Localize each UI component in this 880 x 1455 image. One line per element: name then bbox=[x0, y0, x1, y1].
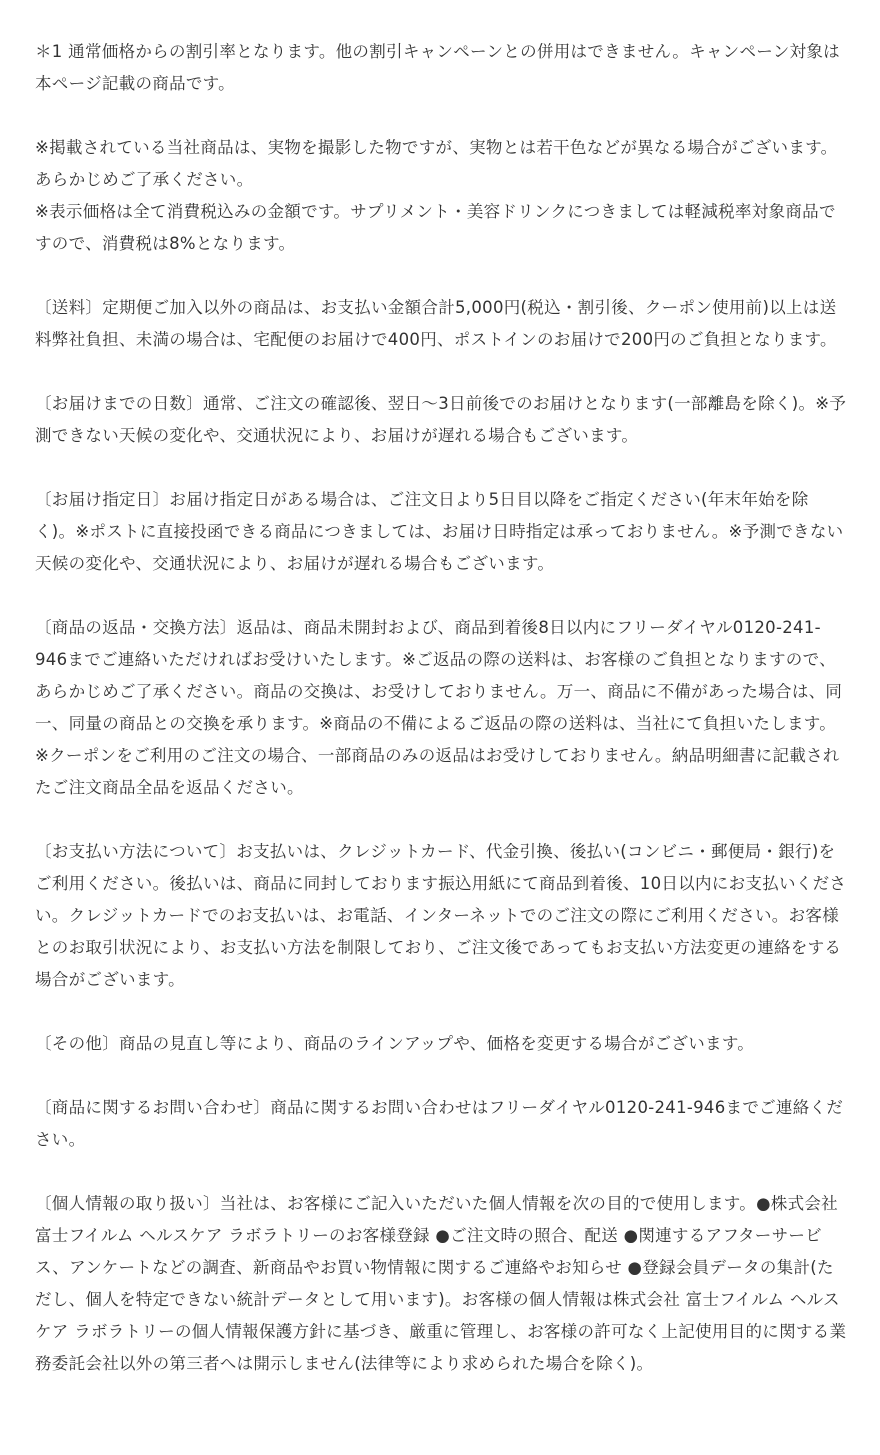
privacy-notice: 〔個人情報の取り扱い〕当社は、お客様にご記入いただいた個人情報を次の目的で使用します。●株式会社 富士フイルム ヘルスケア ラボラトリーのお客様登録 ●ご注文時の照合、配送 ●関連するアフターサービス、アンケートなどの調査、新商品やお買い物情報に関するご連絡やお知らせ ●登録会員データの集計(ただし、個人を特定できない統計データとして用います)。お客様の個人情報は株式会社 富士フイルム ヘルスケア ラボラトリーの個人情報保護方針に基づき、厳重に管理し、お客様の許可なく上記使用目的に関する業務委託会社以外の第三者へは開示しません(法律等により求められた場合を除く)。 bbox=[35, 1194, 847, 1373]
photo-disclaimer: ※掲載されている当社商品は、実物を撮影した物ですが、実物とは若干色などが異なる場合がございます。あらかじめご了承ください。 bbox=[35, 138, 838, 189]
return-exchange-notice: 〔商品の返品・交換方法〕返品は、商品未開封および、商品到着後8日以内にフリーダイヤル0120-241-946までご連絡いただければお受けいたします。※ご返品の際の送料は、お客様のご負担となりますので、あらかじめご了承ください。商品の交換は、お受けしておりません。万一、商品に不備があった場合は、同一、同量の商品との交換を承ります。※商品の不備によるご返品の際の送料は、当社にて負担いたします。※クーポンをご利用のご注文の場合、一部商品のみの返品はお受けしておりません。納品明細書に記載されたご注文商品全品を返品ください。 bbox=[35, 618, 843, 797]
delivery-date-notice: 〔お届け指定日〕お届け指定日がある場合は、ご注文日より5日目以降をご指定ください(年末年始を除く)。※ポストに直接投函できる商品につきましては、お届け日時指定は承っておりません。※予測できない天候の変化や、交通状況により、お届けが遅れる場合もございます。 bbox=[35, 490, 844, 573]
notes-section bbox=[35, 36, 847, 1380]
delivery-days-notice: 〔お届けまでの日数〕通常、ご注文の確認後、翌日〜3日前後でのお届けとなります(一部離島を除く)。※予測できない天候の変化や、交通状況により、お届けが遅れる場合もございます。 bbox=[35, 394, 847, 445]
tax-notice: ※表示価格は全て消費税込みの金額です。サプリメント・美容ドリンクにつきましては軽減税率対象商品ですので、消費税は8%となります。 bbox=[35, 202, 836, 253]
other-notice: 〔その他〕商品の見直し等により、商品のラインアップや、価格を変更する場合がございます。 bbox=[35, 1034, 755, 1053]
shipping-fee-notice: 〔送料〕定期便ご加入以外の商品は、お支払い金額合計5,000円(税込・割引後、クーポン使用前)以上は送料弊社負担、未満の場合は、宅配便のお届けで400円、ポストインのお届けで200円のご負担となります。 bbox=[35, 298, 837, 349]
payment-method-notice: 〔お支払い方法について〕お支払いは、クレジットカード、代金引換、後払い(コンビニ・郵便局・銀行)をご利用ください。後払いは、商品に同封しております振込用紙にて商品到着後、10日以内にお支払いください。クレジットカードでのお支払いは、お電話、インターネットでのご注文の際にご利用ください。お客様とのお取引状況により、お支払い方法を制限しており、ご注文後であってもお支払い方法変更の連絡をする場合がございます。 bbox=[35, 842, 847, 989]
discount-footnote: ＊1 通常価格からの割引率となります。他の割引キャンペーンとの併用はできません。キャンペーン対象は本ページ記載の商品です。 bbox=[35, 42, 840, 93]
inquiry-notice: 〔商品に関するお問い合わせ〕商品に関するお問い合わせはフリーダイヤル0120-241-946までご連絡ください。 bbox=[35, 1098, 844, 1149]
